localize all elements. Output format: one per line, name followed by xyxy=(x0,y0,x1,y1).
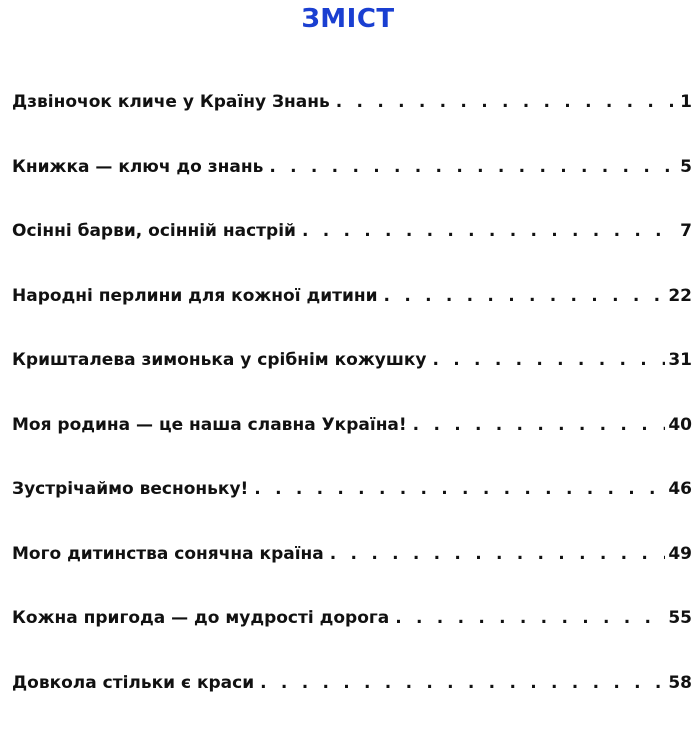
toc-entry-page: 49 xyxy=(668,544,692,564)
toc-entry-page: 5 xyxy=(680,157,692,177)
dot-leader xyxy=(384,286,666,306)
toc-entry-page: 46 xyxy=(668,479,692,499)
dot-leader xyxy=(260,673,665,693)
toc-entry-page: 40 xyxy=(668,415,692,435)
toc-entry-page: 55 xyxy=(668,608,692,628)
toc-entry-title: Моя родина — це наша славна Україна! xyxy=(12,415,407,435)
toc-entry-title: Осінні барви, осінній настрій xyxy=(12,221,296,241)
toc-entry[interactable] xyxy=(12,415,692,480)
dot-leader xyxy=(330,544,666,564)
toc-entry-title: Мого дитинства сонячна країна xyxy=(12,544,324,564)
dot-leader xyxy=(395,608,665,628)
dot-leader xyxy=(269,157,677,177)
dot-leader xyxy=(433,350,666,370)
toc-entry-title: Народні перлини для кожної дитини xyxy=(12,286,378,306)
toc-entry-title: Зустрічаймо весноньку! xyxy=(12,479,248,499)
toc-entry-page: 58 xyxy=(668,673,692,693)
toc-entry[interactable] xyxy=(12,544,692,609)
toc-entry-title: Кришталева зимонька у срібнім кожушку xyxy=(12,350,427,370)
toc-entry-page: 7 xyxy=(680,221,692,241)
toc-entry-page: 22 xyxy=(668,286,692,306)
table-of-contents xyxy=(12,92,692,737)
dot-leader xyxy=(336,92,677,112)
toc-entry-page: 31 xyxy=(668,350,692,370)
toc-entry[interactable] xyxy=(12,673,692,737)
toc-entry-title: Дзвіночок кличе у Країну Знань xyxy=(12,92,330,112)
toc-entry[interactable] xyxy=(12,221,692,286)
dot-leader xyxy=(254,479,665,499)
toc-entry-title: Кожна пригода — до мудрості дорога xyxy=(12,608,389,628)
toc-entry-title: Довкола стільки є краси xyxy=(12,673,254,693)
toc-entry-page: 1 xyxy=(680,92,692,112)
toc-entry[interactable] xyxy=(12,286,692,351)
dot-leader xyxy=(302,221,677,241)
toc-entry[interactable] xyxy=(12,479,692,544)
toc-entry[interactable] xyxy=(12,350,692,415)
toc-entry[interactable] xyxy=(12,92,692,157)
toc-entry-title: Книжка — ключ до знань xyxy=(12,157,263,177)
toc-entry[interactable] xyxy=(12,608,692,673)
page-title: ЗМІСТ xyxy=(0,4,696,34)
toc-entry[interactable] xyxy=(12,157,692,222)
dot-leader xyxy=(413,415,666,435)
